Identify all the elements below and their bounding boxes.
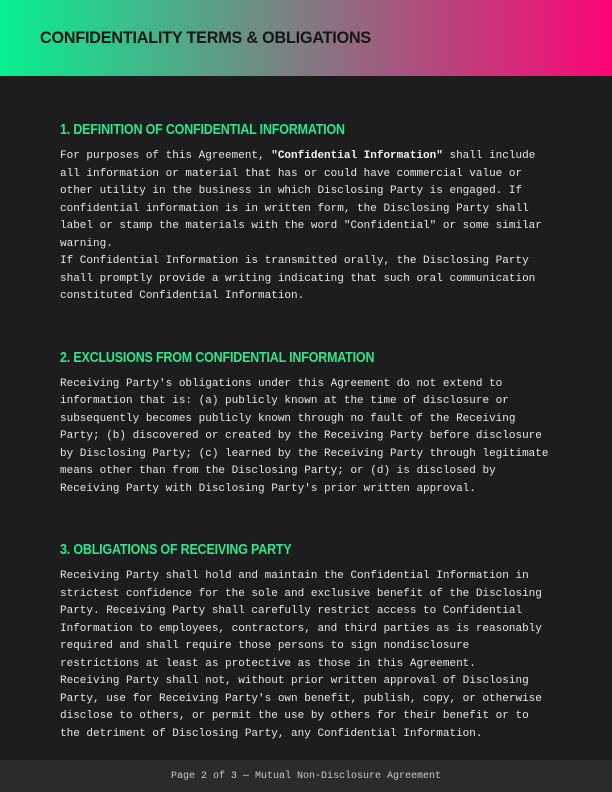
document-body [0, 76, 612, 743]
section-heading: 2. EXCLUSIONS FROM CONFIDENTIAL INFORMATION [60, 349, 375, 366]
section [60, 350, 552, 499]
text-segment: For purposes of this Agreement, [60, 150, 272, 162]
text-segment: shall include all information or material that has or could have commercial value or other utility in the business in which Disclosing Party is engaged. If confidential information is in written form, the Disclosing Party shall label or stamp the materials with the word "Confidential" or some similar warning. [60, 150, 542, 250]
footer-page-indicator: Page 2 of 3 — Mutual Non-Disclosure Agreement [170, 770, 442, 782]
text-segment: If Confidential Information is transmitted orally, the Disclosing Party shall promptly provide a writing indicating that such oral communication constituted Confidential Information. [60, 255, 536, 302]
paragraph [60, 253, 552, 306]
paragraph [60, 148, 552, 253]
section [60, 542, 552, 743]
text-segment: Receiving Party shall hold and maintain the Confidential Information in strictest confidence for the sole and exclusive benefit of the Disclosing Party. Receiving Party shall carefully restrict access to Confidential Information to employees, contractors, and third parties as is reasonably required and shall require those persons to sign nondisclosure restrictions at least as protective as those in this Agreement. [60, 570, 542, 670]
paragraph [60, 568, 552, 673]
paragraph [60, 376, 552, 499]
paragraph [60, 673, 552, 743]
text-segment: Receiving Party's obligations under this Agreement do not extend to information that is: (a) publicly known at the time of disclosure or subsequently becomes publicly known through no fault of the Receiving Party; (b) discovered or created by the Receiving Party before disclosure by Disclosing Party; (c) learned by the Receiving Party through legitimate means other than from the Disclosing Party; or (d) is disclosed by Receiving Party with Disclosing Party's prior written approval. [60, 377, 549, 495]
page-header-band [0, 0, 612, 76]
section-heading: 1. DEFINITION OF CONFIDENTIAL INFORMATION [60, 122, 345, 138]
bold-text-segment: "Confidential Information" [271, 150, 443, 162]
text-segment: Receiving Party shall not, without prior written approval of Disclosing Party, use for Receiving Party's own benefit, publish, copy, or otherwise disclose to others, or permit the use by others for their benefit or to the detriment of Disclosing Party, any Confidential Information. [60, 675, 542, 740]
page-footer [0, 760, 612, 792]
section-heading: 3. OBLIGATIONS OF RECEIVING PARTY [60, 542, 292, 558]
section [60, 122, 552, 306]
page-title: CONFIDENTIALITY TERMS & OBLIGATIONS [40, 28, 372, 47]
